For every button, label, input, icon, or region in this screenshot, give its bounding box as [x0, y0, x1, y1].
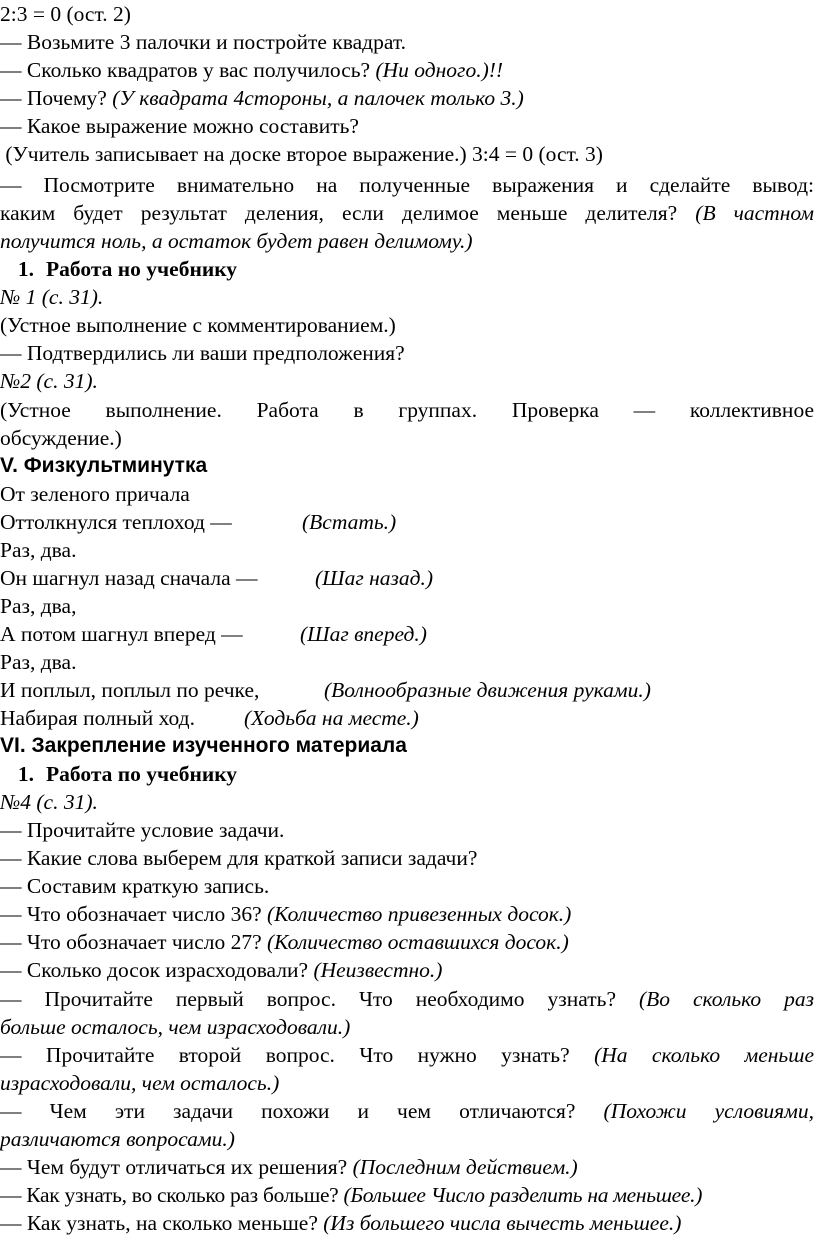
- text-line: [0, 339, 814, 367]
- text-line: [0, 28, 814, 56]
- poem-text: Набирая полный ход.: [0, 706, 195, 730]
- poem-text: Раз, два.: [0, 650, 77, 674]
- poem-text: Раз, два.: [0, 538, 77, 562]
- text-line: [0, 424, 814, 452]
- text-line: [0, 928, 814, 956]
- text-line: [0, 140, 814, 168]
- question-text: — Какие слова выберем для краткой записи задачи?: [0, 846, 478, 870]
- text-line: [0, 199, 814, 227]
- text-line: [0, 1125, 814, 1153]
- text-line: [0, 1153, 814, 1181]
- text-line: [0, 788, 814, 816]
- action-text: (Шаг вперед.): [300, 622, 427, 646]
- question-text: — Прочитайте условие задачи.: [0, 818, 285, 842]
- poem-line: [0, 564, 814, 592]
- section-heading: [0, 452, 814, 480]
- question-text: — Как узнать, на сколько меньше?: [0, 1211, 324, 1235]
- question-text: — Как узнать, во сколько раз больше?: [0, 1183, 344, 1207]
- answer-text: (Последним действием.): [352, 1155, 578, 1179]
- answer-text: (В частном: [695, 201, 815, 225]
- text-line: [0, 1181, 814, 1209]
- poem-line: [0, 536, 814, 564]
- question-text: — Что обозначает число 27?: [0, 930, 268, 954]
- question-text: — Прочитайте первый вопрос. Что необходимо узнать?: [0, 987, 639, 1011]
- question-text: — Подтвердились ли ваши предположения?: [0, 341, 405, 365]
- poem-text: Оттолкнулся теплоход —: [0, 510, 232, 534]
- question-text: — Что обозначает число 36?: [0, 902, 268, 926]
- question-text: — Возьмите 3 палочки и постройте квадрат.: [0, 30, 406, 54]
- action-text: (Шаг назад.): [315, 566, 434, 590]
- text-line: [0, 816, 814, 844]
- action-text: (Ходьба на месте.): [244, 706, 419, 730]
- exercise-ref: № 1 (с. 31).: [0, 285, 104, 309]
- question-text: — Чем будут отличаться их решения?: [0, 1155, 353, 1179]
- text-line: [0, 367, 814, 395]
- question-text: — Чем эти задачи похожи и чем отличаются?: [0, 1099, 604, 1123]
- answer-text: (Количество привезенных досок.): [267, 902, 572, 926]
- section-subheading: [0, 760, 814, 788]
- list-number: 1.: [17, 257, 34, 281]
- question-text: — Какое выражение можно составить?: [0, 114, 359, 138]
- text-line: [0, 311, 814, 339]
- answer-text: больше осталось, чем израсходовали.): [0, 1015, 351, 1039]
- text-line: [0, 0, 814, 28]
- text-line: [0, 227, 814, 255]
- question-text: — Почему?: [0, 86, 113, 110]
- poem-text: Раз, два,: [0, 594, 77, 618]
- teacher-note: (Учитель записывает на доске второе выражение.) 3:4 = 0 (ост. 3): [0, 142, 603, 166]
- text-line: [0, 283, 814, 311]
- teacher-note: (Устное выполнение. Работа в группах. Проверка — коллективное: [0, 398, 814, 422]
- question-text: — Составим краткую запись.: [0, 874, 270, 898]
- answer-text: (Из большего числа вычесть меньшее.): [323, 1211, 682, 1235]
- text-line: [0, 84, 814, 112]
- poem-line: [0, 620, 814, 648]
- question-text: — Посмотрите внимательно на полученные выражения и сделайте вывод:: [0, 173, 814, 197]
- section-subheading: [0, 255, 814, 283]
- answer-text: получится ноль, а остаток будет равен делимому.): [0, 229, 473, 253]
- action-text: (Встать.): [302, 510, 397, 534]
- text-line: [0, 844, 814, 872]
- text-line: [0, 1209, 814, 1237]
- answer-text: (У квадрата 4стороны, а палочек только 3.): [112, 86, 524, 110]
- poem-text: И поплыл, поплыл по речке,: [0, 678, 260, 702]
- poem-line: [0, 480, 814, 508]
- answer-text: (Большее Число разделить на меньшее.): [343, 1183, 703, 1207]
- poem-line: [0, 592, 814, 620]
- answer-text: (Во сколько раз: [638, 987, 814, 1011]
- poem-text: От зеленого причала: [0, 482, 190, 506]
- teacher-note: обсуждение.): [0, 426, 122, 450]
- text-line: [0, 1013, 814, 1041]
- answer-text: израсходовали, чем осталось.): [0, 1071, 280, 1095]
- exercise-ref: №2 (с. 31).: [0, 369, 98, 393]
- text-line: [0, 56, 814, 84]
- text-line: [0, 112, 814, 140]
- answer-text: (Количество оставшихся досок.): [267, 930, 569, 954]
- section-heading: [0, 732, 814, 760]
- poem-text: А потом шагнул вперед —: [0, 622, 243, 646]
- text-line: [0, 956, 814, 984]
- poem-line: [0, 648, 814, 676]
- list-number: 1.: [17, 762, 34, 786]
- subheading-text: Работа по учебнику: [46, 762, 238, 786]
- question-text: — Сколько досок израсходовали?: [0, 958, 314, 982]
- text-line: [0, 1097, 814, 1125]
- poem-text: Он шагнул назад сначала —: [0, 566, 258, 590]
- text-line: [0, 1041, 814, 1069]
- answer-text: (Похожи условиями,: [603, 1099, 815, 1123]
- subheading-text: Работа но учебнику: [46, 257, 238, 281]
- action-text: (Волнообразные движения руками.): [324, 678, 651, 702]
- question-text: — Прочитайте второй вопрос. Что нужно узнать?: [0, 1043, 595, 1067]
- poem-line: [0, 676, 814, 704]
- text-line: [0, 985, 814, 1013]
- question-text: — Сколько квадратов у вас получилось?: [0, 58, 376, 82]
- expression-text: 2:3 = 0 (ост. 2): [0, 2, 131, 26]
- answer-text: различаются вопросами.): [0, 1127, 235, 1151]
- answer-text: (Ни одного.)!!: [375, 58, 504, 82]
- heading-text: VI. Закрепление изученного материала: [0, 734, 407, 757]
- exercise-ref: №4 (с. 31).: [0, 790, 98, 814]
- text-line: [0, 900, 814, 928]
- text-line: [0, 872, 814, 900]
- teacher-note: (Устное выполнение с комментированием.): [0, 313, 396, 337]
- text-line: [0, 396, 814, 424]
- answer-text: (Неизвестно.): [313, 958, 443, 982]
- text-line: [0, 1069, 814, 1097]
- text-line: [0, 171, 814, 199]
- heading-text: V. Физкультминутка: [0, 454, 208, 477]
- poem-line: [0, 704, 814, 732]
- poem-line: [0, 508, 814, 536]
- answer-text: (На сколько меньше: [594, 1043, 814, 1067]
- question-text: каким будет результат деления, если делимое меньше делителя?: [0, 201, 696, 225]
